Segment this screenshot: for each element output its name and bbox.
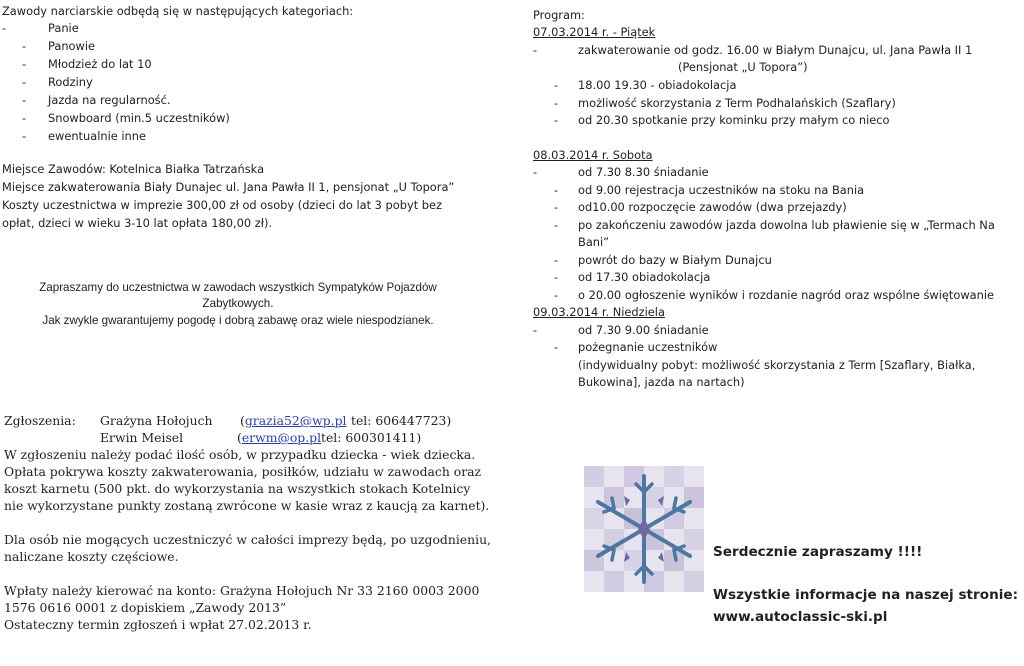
category-item: Jazda na regularność.: [48, 93, 171, 107]
dash: -: [533, 43, 538, 57]
program-item: o 20.00 ogłoszenie wyników i rozdanie nagród oraz wspólne świętowanie: [578, 288, 995, 302]
paren: (: [240, 413, 245, 428]
category-item: Rodziny: [48, 75, 93, 89]
program-item: powrót do bazy w Białym Dunajcu: [578, 253, 772, 267]
dash: -: [22, 57, 27, 71]
program-item: (Pensjonat „U Topora”): [678, 60, 808, 74]
website-link[interactable]: www.autoclassic-ski.pl: [713, 609, 888, 625]
snowflake-illustration: [584, 466, 704, 592]
registration-label: Zgłoszenia:: [4, 413, 76, 428]
category-item: Panie: [48, 21, 79, 35]
invite-text: Zabytkowych.: [202, 297, 274, 310]
program-item: Bukowina], jazda na nartach): [578, 375, 745, 389]
category-item: Panowie: [48, 39, 96, 53]
program-heading: Program:: [533, 8, 585, 22]
registration-info: koszt karnetu (500 pkt. do wykorzystania na wszystkich stokach Kotelnicy: [4, 481, 471, 496]
contact-email-line: [237, 429, 321, 447]
dash: -: [554, 340, 559, 354]
program-item: pożegnanie uczestników: [578, 340, 718, 354]
partial-cost-info: Dla osób nie mogących uczestniczyć w całości imprezy będą, po uzgodnieniu,: [4, 532, 491, 547]
program-item: (indywidualny pobyt: możliwość skorzystania z Term [Szaflary, Białka,: [578, 358, 976, 372]
category-item: Snowboard (min.5 uczestników): [48, 111, 230, 125]
registration-info: Opłata pokrywa koszty zakwaterowania, posiłków, udziału w zawodach oraz: [4, 464, 482, 479]
dash: -: [554, 96, 559, 110]
dash: -: [554, 270, 559, 284]
dash: -: [22, 39, 27, 53]
dash: -: [2, 21, 7, 35]
dash: -: [554, 253, 559, 267]
payment-info: Wpłaty należy kierować na konto: Grażyna Hołojuch Nr 33 2160 0003 2000: [4, 583, 480, 598]
registration-info: W zgłoszeniu należy podać ilość osób, w przypadku dziecka - wiek dziecka.: [4, 447, 476, 462]
cost-text: Koszty uczestnictwa w imprezie 300,00 zł od osoby (dzieci do lat 3 pobyt bez: [2, 198, 443, 212]
dash: -: [554, 113, 559, 127]
program-item: 18.00 19.30 - obiadokolacja: [578, 78, 737, 92]
cost-text: opłat, dzieci w wieku 3-10 lat opłata 180,00 zł).: [2, 216, 273, 230]
paren: (: [237, 430, 242, 445]
contact-phone: tel: 606447723): [351, 413, 452, 428]
contact-email-link[interactable]: grazia52@wp.pl: [244, 413, 347, 428]
day-heading: 09.03.2014 r. Niedziela: [533, 305, 665, 319]
program-item: od 9.00 rejestracja uczestników na stoku na Bania: [578, 183, 865, 197]
dash: -: [22, 129, 27, 143]
program-item: Bani”: [578, 235, 610, 249]
program-item: od 20.30 spotkanie przy kominku przy małym co nieco: [578, 113, 890, 127]
contact-email-link[interactable]: erwm@op.pl: [241, 430, 322, 445]
invite-text: Zapraszamy do uczestnictwa w zawodach wszystkich Sympatyków Pojazdów: [39, 281, 437, 294]
dash: -: [554, 200, 559, 214]
lodging-text: Miejsce zakwaterowania Biały Dunajec ul. Jana Pawła II 1, pensjonat „U Topora”: [2, 180, 455, 194]
contact-phone: tel: 600301411): [321, 430, 422, 445]
program-item: od 17.30 obiadokolacja: [578, 270, 711, 284]
dash: -: [554, 218, 559, 232]
partial-cost-info: naliczane koszty częściowe.: [4, 549, 179, 564]
dash: -: [554, 183, 559, 197]
payment-info: 1576 0616 0001 z dopiskiem „Zawody 2013”: [4, 600, 287, 615]
category-item: Młodzież do lat 10: [48, 57, 152, 71]
dash: -: [22, 75, 27, 89]
dash: -: [554, 288, 559, 302]
program-item: możliwość skorzystania z Term Podhalańskich (Szaflary): [578, 96, 896, 110]
program-item: po zakończeniu zawodów jazda dowolna lub pławienie się w „Termach Na: [578, 218, 995, 232]
contact-name: Grażyna Hołojuch: [100, 413, 213, 428]
info-text: Wszystkie informacje na naszej stronie:: [713, 587, 1019, 603]
program-item: od10.00 rozpoczęcie zawodów (dwa przejazdy): [578, 200, 847, 214]
contact-email-line: [240, 412, 347, 430]
categories-heading: Zawody narciarskie odbędą się w następujących kategoriach:: [2, 4, 354, 18]
dash: -: [22, 93, 27, 107]
invite-text: Jak zwykle gwarantujemy pogodę i dobrą zabawę oraz wiele niespodzianek.: [42, 314, 434, 327]
registration-info: nie wykorzystane punkty zostaną zwrócone w kasie wraz z kaucją za karnet).: [4, 498, 490, 513]
dash: -: [554, 78, 559, 92]
day-heading: 07.03.2014 r. - Piątek: [533, 25, 656, 39]
welcome-text: Serdecznie zapraszamy !!!!: [713, 544, 923, 560]
dash: -: [533, 323, 538, 337]
program-item: zakwaterowanie od godz. 16.00 w Białym Dunajcu, ul. Jana Pawła II 1: [578, 43, 973, 57]
program-item: od 7.30 8.30 śniadanie: [578, 165, 709, 179]
dash: -: [22, 111, 27, 125]
contact-name: Erwin Meisel: [100, 430, 184, 445]
payment-info: Ostateczny termin zgłoszeń i wpłat 27.02.2013 r.: [4, 617, 312, 632]
category-item: ewentualnie inne: [48, 129, 147, 143]
program-item: od 7.30 9.00 śniadanie: [578, 323, 709, 337]
venue-text: Miejsce Zawodów: Kotelnica Białka Tatrzańska: [2, 162, 265, 176]
day-heading: 08.03.2014 r. Sobota: [533, 148, 653, 162]
dash: -: [533, 165, 538, 179]
